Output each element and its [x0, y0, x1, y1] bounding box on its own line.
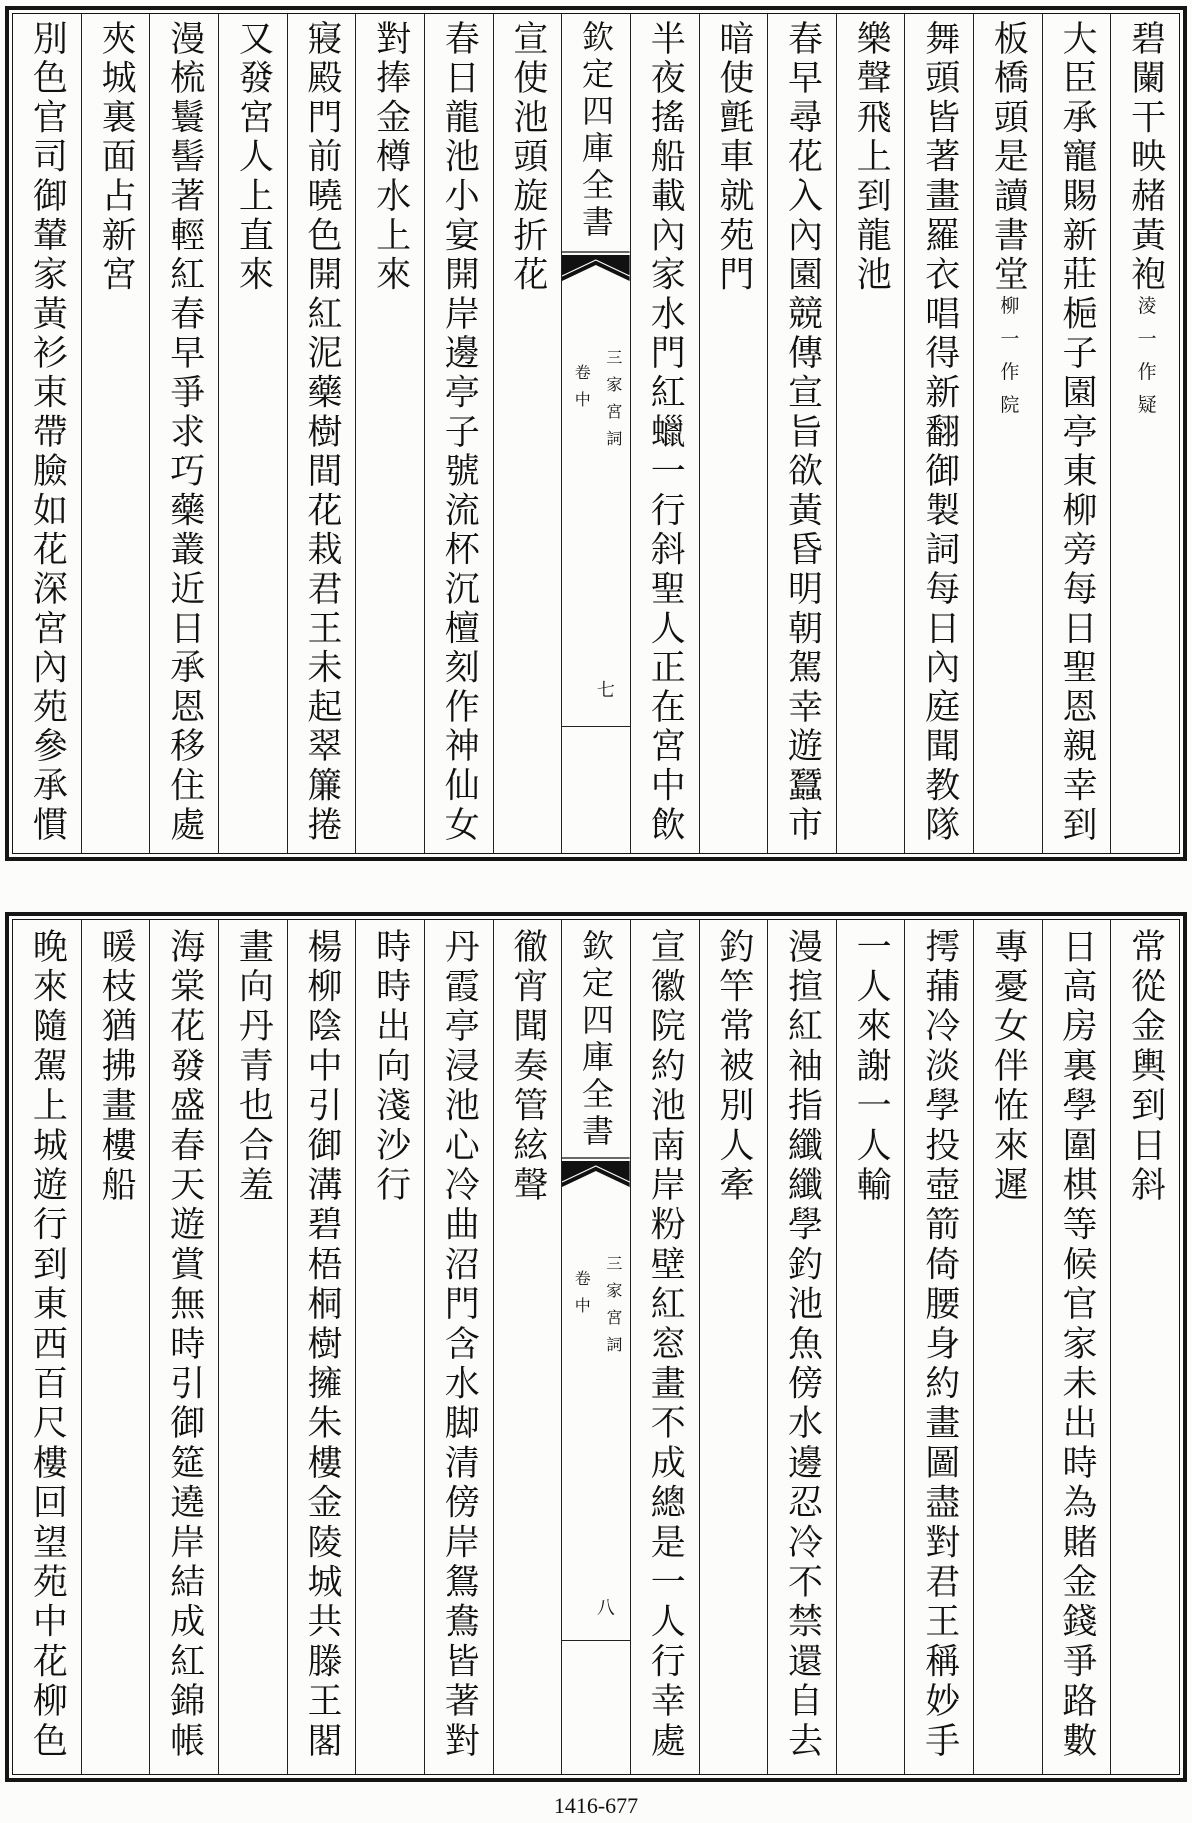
- text-column: [904, 14, 973, 853]
- column-text: 板橋頭是讀書堂: [988, 20, 1029, 296]
- column-text-wrap: [988, 14, 1029, 428]
- series-title: 欽定四庫全書: [577, 929, 616, 1151]
- column-text: 舞頭皆著畫羅衣唱得新翻御製詞每日內庭聞教隊: [919, 20, 960, 846]
- volume-label: 卷中: [572, 1270, 592, 1324]
- panel-frame: [12, 13, 1180, 854]
- text-column: [218, 920, 287, 1774]
- text-column: [1042, 14, 1111, 853]
- column-text: 丹霞亭浸池心冷曲沼門含水脚清傍岸鴛鴦皆著對: [439, 928, 480, 1762]
- text-column: [1110, 920, 1179, 1774]
- column-text: 專憂女伴恠來遲: [988, 928, 1029, 1206]
- center-column: [561, 14, 630, 853]
- center-rule: [562, 1640, 630, 1641]
- book-title: 三家宮詞: [603, 1255, 623, 1363]
- column-text: 樂聲飛上到龍池: [851, 20, 892, 296]
- column-text: 半夜搖船載內家水門紅蠟一行斜聖人正在宮中飲: [645, 20, 686, 846]
- annotation-note: 淩一作疑: [1134, 295, 1157, 428]
- column-row: [13, 14, 1179, 853]
- column-text: 釣竿常被別人牽: [713, 928, 754, 1206]
- column-text: 別色官司御輦家黃衫束帶臉如花深宮內苑參承慣: [27, 20, 68, 846]
- text-column: [1042, 920, 1111, 1774]
- leaf-number: 七: [596, 680, 615, 701]
- text-column: [424, 920, 493, 1774]
- series-title: 欽定四庫全書: [577, 20, 616, 242]
- volume-label: 卷中: [572, 364, 592, 418]
- text-column: [699, 920, 768, 1774]
- column-text: 漫梳鬟髻著輕紅春早爭求巧藥叢近日承恩移住處: [164, 20, 205, 846]
- text-column: [149, 920, 218, 1774]
- column-text: 晚來隨駕上城遊行到東西百尺樓回望苑中花柳色: [27, 928, 68, 1762]
- page-number-footer: 1416-677: [553, 1793, 639, 1818]
- text-column: [287, 14, 356, 853]
- text-column: [699, 14, 768, 853]
- text-column: [767, 920, 836, 1774]
- column-text: 碧闌干映赭黃袍: [1125, 20, 1166, 296]
- text-column: [767, 14, 836, 853]
- book-title: 三家宮詞: [603, 349, 623, 457]
- column-text-wrap: [1125, 14, 1166, 428]
- column-text: 對捧金樽水上來: [370, 20, 411, 296]
- text-column: [355, 920, 424, 1774]
- column-text: 宣使池頭旋折花: [507, 20, 548, 296]
- column-row: [13, 920, 1179, 1774]
- text-column: [13, 14, 81, 853]
- column-text: 漫揎紅袖指纖纖學釣池魚傍水邊忍冷不禁還自去: [782, 928, 823, 1762]
- text-column: [218, 14, 287, 853]
- text-column: [149, 14, 218, 853]
- column-text: 一人來謝一人輸: [851, 928, 892, 1206]
- column-text: 又發宮人上直來: [233, 20, 274, 296]
- column-text: 大臣承寵賜新莊梔子園亭東柳旁每日聖恩親幸到: [1057, 20, 1098, 846]
- text-column: [630, 14, 699, 853]
- text-column: [836, 14, 905, 853]
- text-column: [973, 920, 1042, 1774]
- text-column: [973, 14, 1042, 853]
- column-text: 暖枝猶拂畫樓船: [96, 928, 137, 1206]
- column-text: 畫向丹青也合羞: [233, 928, 274, 1206]
- text-column: [493, 920, 562, 1774]
- text-column: [13, 920, 81, 1774]
- text-column: [630, 920, 699, 1774]
- fish-tail-mark: [562, 250, 630, 286]
- column-text: 宣徽院約池南岸粉壁紅窓畫不成總是一人行幸處: [645, 928, 686, 1762]
- column-text: 海棠花發盛春天遊賞無時引御筵遶岸結成紅錦帳: [164, 928, 205, 1762]
- center-rule: [562, 726, 630, 727]
- leaf-number: 八: [596, 1598, 615, 1619]
- text-column: [355, 14, 424, 853]
- annotation-note: 柳一作院: [997, 295, 1020, 428]
- column-text: 時時出向淺沙行: [370, 928, 411, 1206]
- text-column: [836, 920, 905, 1774]
- text-column: [904, 920, 973, 1774]
- column-text: 春早尋花入內園競傳宣旨欲黃昏明朝駕幸遊蠶市: [782, 20, 823, 846]
- text-column: [81, 14, 150, 853]
- text-column: [81, 920, 150, 1774]
- column-text: 摴蒱冷淡學投壺箭倚腰身約畫圖盡對君王稱妙手: [919, 928, 960, 1762]
- page-panel-bottom: [5, 912, 1187, 1782]
- column-text: 常從金輿到日斜: [1125, 928, 1166, 1206]
- text-column: [493, 14, 562, 853]
- column-text: 暗使氈車就苑門: [713, 20, 754, 296]
- column-text: 春日龍池小宴開岸邊亭子號流杯沉檀刻作神仙女: [439, 20, 480, 846]
- column-text: 日高房裏學圍棋等候官家未出時為賭金錢爭路數: [1057, 928, 1098, 1762]
- panel-frame: [12, 919, 1180, 1775]
- text-column: [1110, 14, 1179, 853]
- column-text: 楊柳陰中引御溝碧梧桐樹擁朱樓金陵城共滕王閣: [301, 928, 342, 1762]
- column-text: 寢殿門前曉色開紅泥藥樹間花栽君王未起翠簾捲: [301, 20, 342, 846]
- fish-tail-mark: [562, 1156, 630, 1192]
- text-column: [287, 920, 356, 1774]
- column-text: 徹宵聞奏管絃聲: [507, 928, 548, 1206]
- text-column: [424, 14, 493, 853]
- page-panel-top: [5, 6, 1187, 861]
- center-column: [561, 920, 630, 1774]
- column-text: 夾城裏面占新宮: [96, 20, 137, 296]
